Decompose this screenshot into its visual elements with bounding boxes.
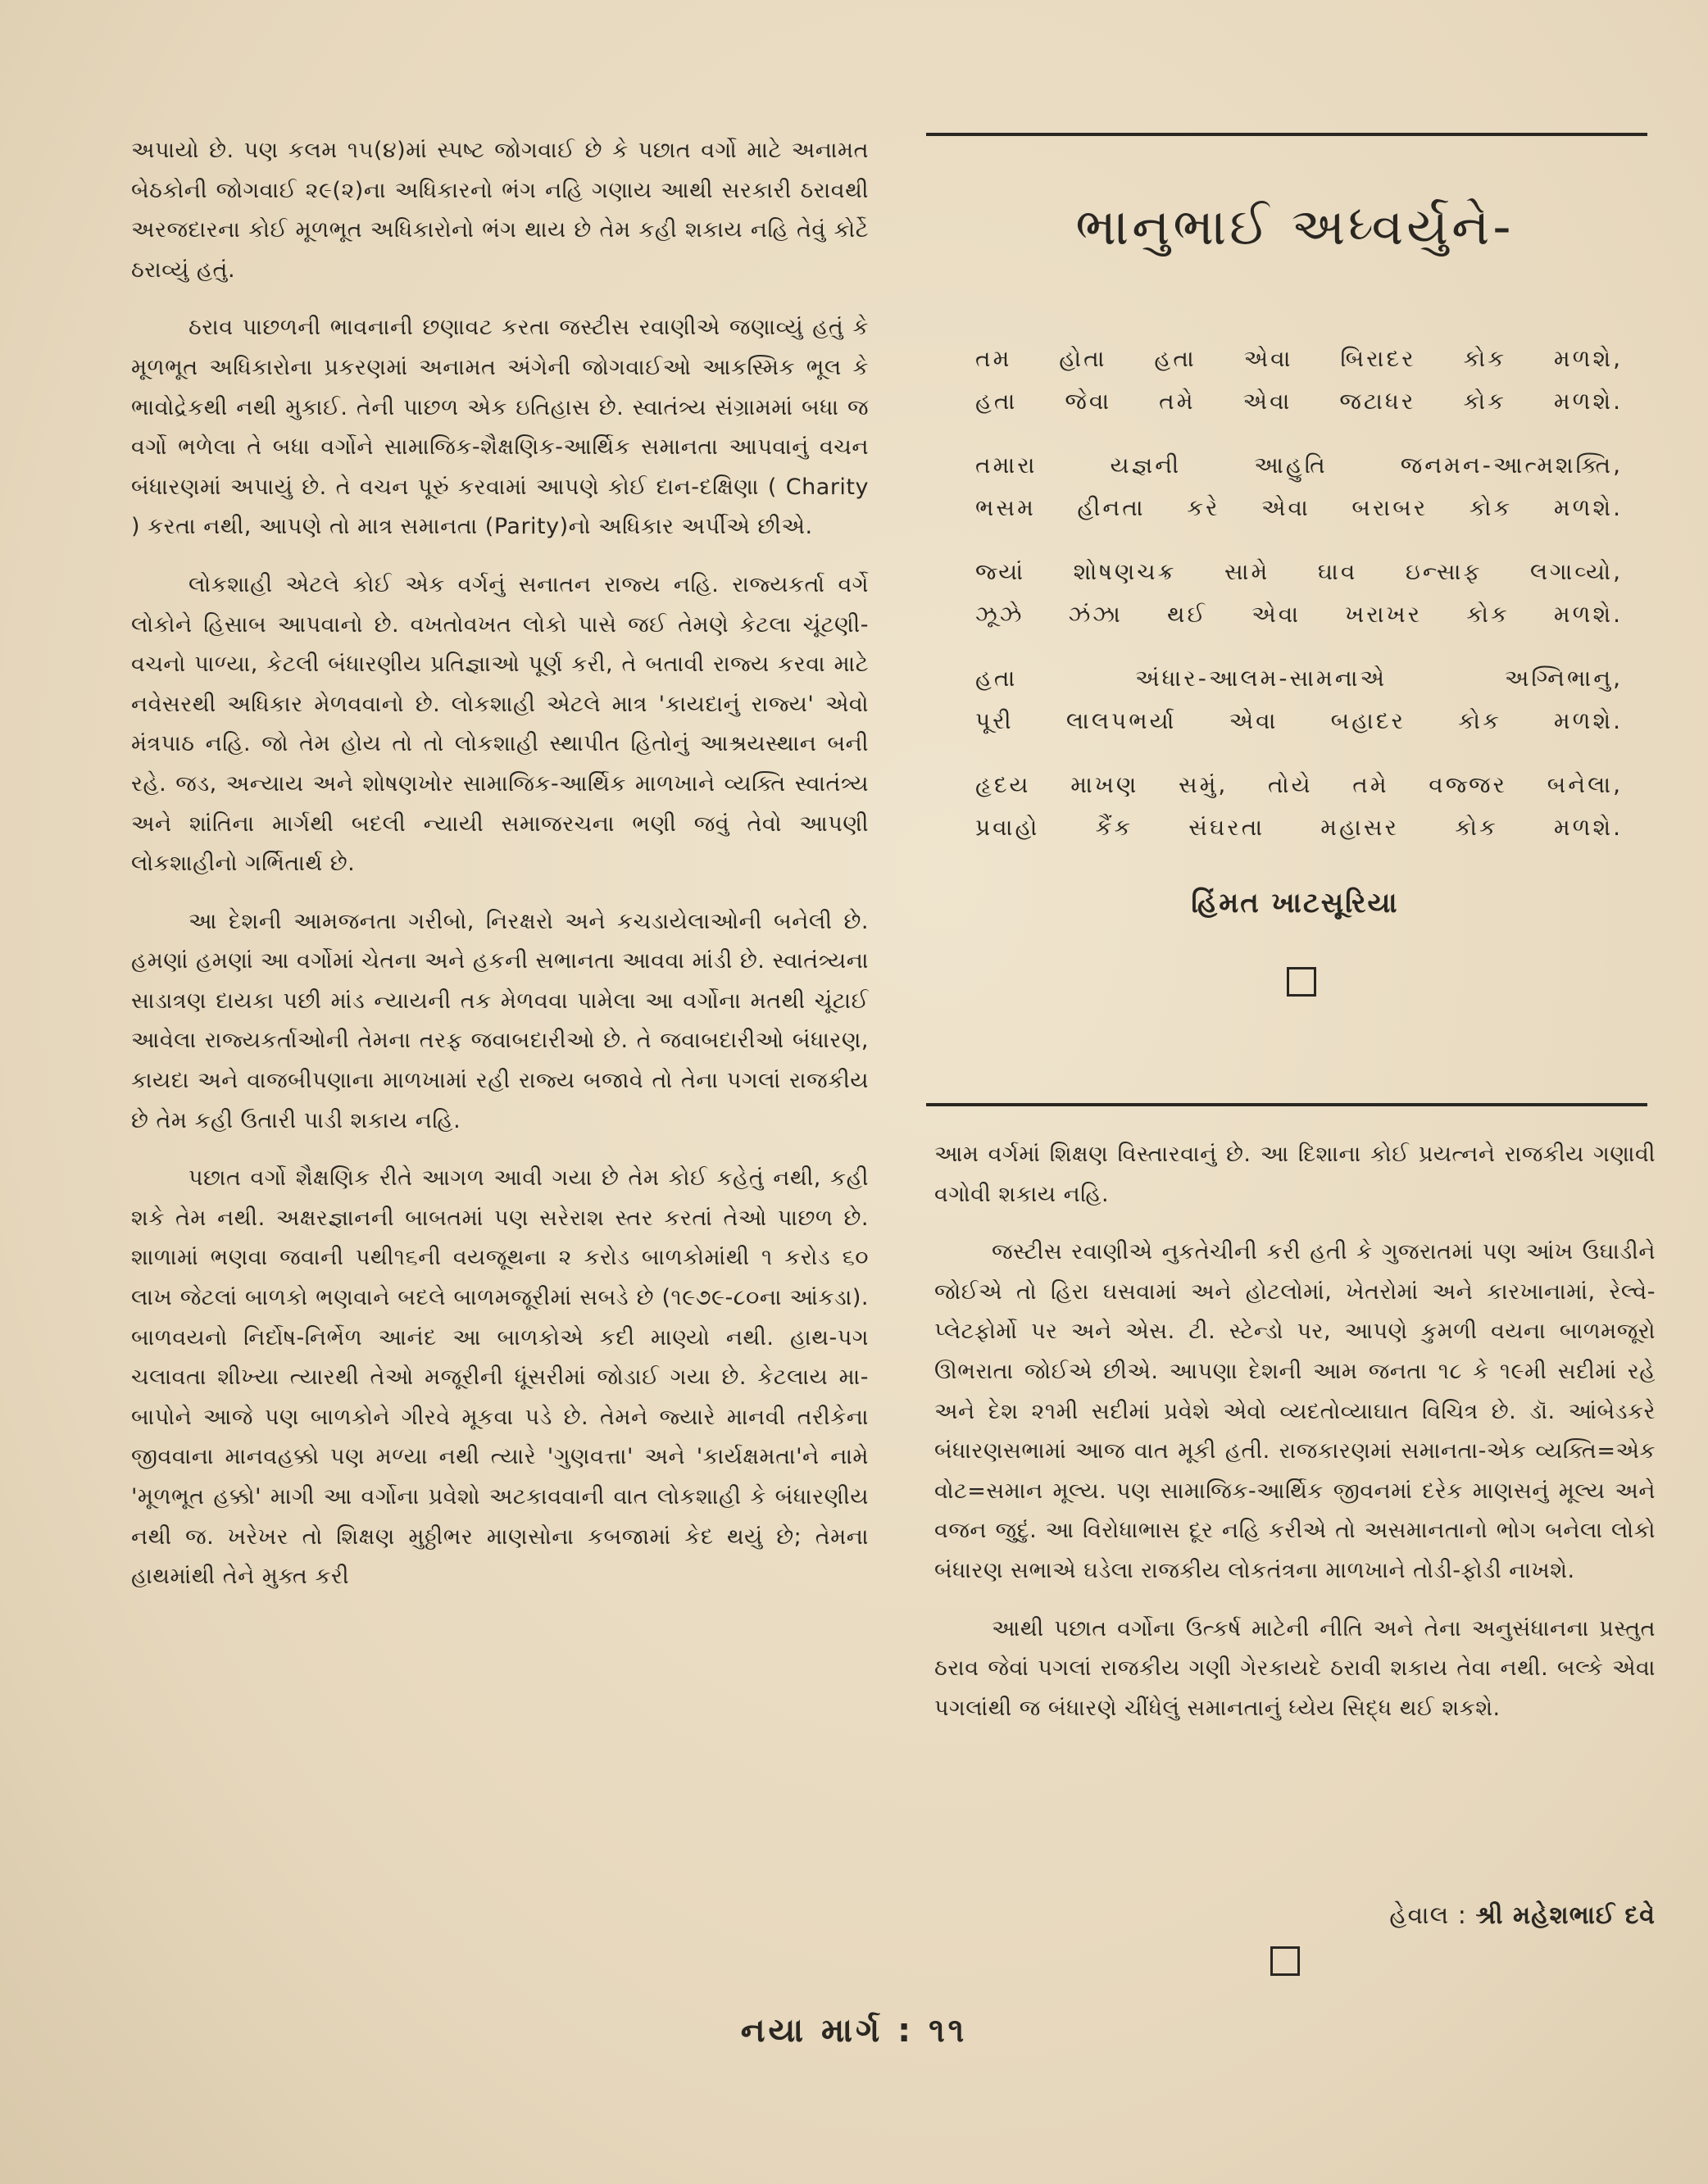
- poem-stanza-1: [975, 338, 1623, 423]
- right-paragraph-1: આમ વર્ગમાં શિક્ષણ વિસ્તારવાનું છે. આ દિશાના કોઈ પ્રયત્નને રાજકીય ગણાવી વગોવી શકાય નહિ.: [934, 1142, 1656, 1207]
- poem-body: [975, 338, 1623, 870]
- report-credit-label: હેવાલ :: [1389, 1901, 1467, 1930]
- poem-stanza-2: [975, 444, 1623, 529]
- poem-line: પૂરી લાલપભર્યા એવા બહાદર કોક મળશે.: [975, 707, 1623, 734]
- right-paragraph-2: જસ્ટીસ રવાણીએ નુકતેચીની કરી હતી કે ગુજરાતમાં પણ આંખ ઉઘાડીને જોઈએ તો હિરા ઘસવામાં અને હોટલોમાં, ખેતરોમાં અને કારખાનામાં, રેલ્વે-પ્લેટફોર્મો પર અને એસ. ટી. સ્ટેન્ડો પર, આપણે કુમળી વયના બાળમજૂરો ઊભરાતા જોઈએ છીએ. આપણા દેશની આમ જનતા ૧૮ કે ૧૯મી સદીમાં રહે અને દેશ ૨૧મી સદીમાં પ્રવેશે એવો વ્યદતોવ્યાઘાત વિચિત્ર છે. ડૉ. આંબેડકરે બંધારણસભામાં આજ વાત મૂકી હતી. રાજકારણમાં સમાનતા-એક વ્યક્તિ=એક વોટ=સમાન મૂલ્ય. પણ સામાજિક-આર્થિક જીવનમાં દરેક માણસનું મૂલ્ય અને વજન જુદું. આ વિરોધાભાસ દૂર નહિ કરીએ તો અસમાનતાનો ભોગ બનેલા લોકો બંધારણ સભાએ ઘડેલા રાજકીય લોકતંત્રના માળખાને તોડી-ફોડી નાખશે.: [934, 1239, 1656, 1583]
- poem-line: પ્રવાહો કૈંક સંઘરતા મહાસર કોક મળશે.: [975, 814, 1623, 841]
- poem-stanza-4: [975, 657, 1623, 742]
- left-column: [131, 131, 869, 1615]
- poem-line: તમારા યજ્ઞની આહુતિ જનમન-આત્મશક્તિ,: [975, 452, 1623, 479]
- report-credit-name: શ્રી મહેશભાઈ દવે: [1475, 1901, 1656, 1930]
- end-mark-icon: [1287, 967, 1316, 997]
- left-paragraph-2: ઠરાવ પાછળની ભાવનાની છણાવટ કરતા જસ્ટીસ રવાણીએ જણાવ્યું હતું કે મૂળભૂત અધિકારોના પ્રકરણમાં અનામત અંગેની જોગવાઈઓ આકસ્મિક ભૂલ કે ભાવોદ્રેકથી નથી મુકાઈ. તેની પાછળ એક ઇતિહાસ છે. સ્વાતંત્ર્ય સંગ્રામમાં બધા જ વર્ગો ભળેલા તે બધા વર્ગોને સામાજિક-શૈક્ષણિક-આર્થિક સમાનતા આપવાનું વચન બંધારણમાં અપાયું છે. તે વચન પૂરું કરવામાં આપણે કોઈ દાન-દક્ષિણા ( Charity ) કરતા નથી, આપણે તો માત્ર સમાનતા (Parity)નો અધિકાર અર્પીએ છીએ.: [131, 315, 869, 540]
- left-paragraph-1: અપાયો છે. પણ કલમ ૧૫(૪)માં સ્પષ્ટ જોગવાઈ છે કે પછાત વર્ગો માટે અનામત બેઠકોની જોગવાઈ ૨૯(૨)ના અધિકારનો ભંગ નહિ ગણાય આથી સરકારી ઠરાવથી અરજદારના કોઈ મૂળભૂત અધિકારોનો ભંગ થાય છે તેમ કહી શકાય નહિ તેવું કોર્ટે ઠરાવ્યું હતું.: [131, 138, 869, 283]
- poem-top-rule: [926, 133, 1647, 136]
- left-paragraph-3: લોકશાહી એટલે કોઈ એક વર્ગનું સનાતન રાજ્ય નહિ. રાજ્યકર્તા વર્ગે લોકોને હિસાબ આપવાનો છે. વખતોવખત લોકો પાસે જઈ તેમણે કેટલા ચૂંટણી-વચનો પાળ્યા, કેટલી બંધારણીય પ્રતિજ્ઞાઓ પૂર્ણ કરી, તે બતાવી રાજ્ય કરવા માટે નવેસરથી અધિકાર મેળવવાનો છે. લોકશાહી એટલે માત્ર 'કાયદાનું રાજ્ય' એવો મંત્રપાઠ નહિ. જો તેમ હોય તો તો લોકશાહી સ્થાપીત હિતોનું આશ્રયસ્થાન બની રહે. જડ, અન્યાય અને શોષણખોર સામાજિક-આર્થિક માળખાને વ્યક્તિ સ્વાતંત્ર્ય અને શાંતિના માર્ગથી બદલી ન્યાયી સમાજરચના ભણી જવું તેવો આપણી લોકશાહીનો ગર્ભિતાર્થ છે.: [131, 571, 869, 877]
- poem-title: ભાનુભાઈ અધ્વર્યુને-: [1075, 197, 1515, 257]
- poem-stanza-5: [975, 764, 1623, 849]
- poem-stanza-3: [975, 551, 1623, 636]
- poem-author: હિંમત ખાટસૂરિયા: [1191, 887, 1399, 919]
- poem-line: હતા અંધાર-આલમ-સામનાએ અગ્નિભાનુ,: [975, 665, 1623, 692]
- section-divider-rule: [926, 1103, 1647, 1106]
- poem-line: હૃદય માખણ સમું, તોયે તમે વજ્જર બનેલા,: [975, 771, 1623, 798]
- right-column: [934, 1135, 1656, 1746]
- poem-line: ઝૂઝે ઝંઝા થઈ એવા ખરાખર કોક મળશે.: [975, 601, 1623, 628]
- page-footer: નયા માર્ગ : ૧૧: [740, 2012, 968, 2050]
- left-paragraph-4: આ દેશની આમજનતા ગરીબો, નિરક્ષરો અને કચડાયેલાઓની બનેલી છે. હમણાં હમણાં આ વર્ગોમાં ચેતના અને હકની સભાનતા આવવા માંડી છે. સ્વાતંત્ર્યના સાડાત્રણ દાયકા પછી માંડ ન્યાયની તક મેળવવા પામેલા આ વર્ગોના મતથી ચૂંટાઈ આવેલા રાજ્યકર્તાઓની તેમના તરફ જવાબદારીઓ છે. તે જવાબદારીઓ બંધારણ, કાયદા અને વાજબીપણાના માળખામાં રહી રાજ્ય બજાવે તો તેના પગલાં રાજકીય છે તેમ કહી ઉતારી પાડી શકાય નહિ.: [131, 908, 869, 1133]
- right-paragraph-3: આથી પછાત વર્ગોના ઉત્કર્ષ માટેની નીતિ અને તેના અનુસંધાનના પ્રસ્તુત ઠરાવ જેવાં પગલાં રાજકીય ગણી ગેરકાયદે ઠરાવી શકાય તેવા નથી. બલ્કે એવા પગલાંથી જ બંધારણે ચીંધેલું સમાનતાનું ધ્યેય સિદ્ધ થઈ શકશે.: [934, 1615, 1656, 1721]
- poem-line: ભસમ હીનતા કરે એવા બરાબર કોક મળશે.: [975, 494, 1623, 521]
- poem-line: હતા જેવા તમે એવા જટાધર કોક મળશે.: [975, 388, 1623, 415]
- end-mark-icon: [1270, 1946, 1300, 1976]
- left-paragraph-5: પછાત વર્ગો શૈક્ષણિક રીતે આગળ આવી ગયા છે તેમ કોઈ કહેતું નથી, કહી શકે તેમ નથી. અક્ષરજ્ઞાનની બાબતમાં પણ સરેરાશ સ્તર કરતાં તેઓ પાછળ છે. શાળામાં ભણવા જવાની પથી૧૬ની વયજૂથના ૨ કરોડ બાળકોમાંથી ૧ કરોડ ૬૦ લાખ જેટલાં બાળકો ભણવાને બદલે બાળમજૂરીમાં સબડે છે (૧૯૭૯-૮૦ના આંકડા). બાળવયનો નિર્દોષ-નિર્ભેળ આનંદ આ બાળકોએ કદી માણ્યો નથી. હાથ-પગ ચલાવતા શીખ્યા ત્યારથી તેઓ મજૂરીની ધૂંસરીમાં જોડાઈ ગયા છે. કેટલાય મા-બાપોને આજે પણ બાળકોને ગીરવે મૂકવા પડે છે. તેમને જ્યારે માનવી તરીકેના જીવવાના માનવહક્કો પણ મળ્યા નથી ત્યારે 'ગુણવત્તા' અને 'કાર્યક્ષમતા'ને નામે 'મૂળભૂત હક્કો' માગી આ વર્ગોના પ્રવેશો અટકાવવાની વાત લોકશાહી કે બંધારણીય નથી જ. ખરેખર તો શિક્ષણ મુઠ્ઠીભર માણસોના કબજામાં કેદ થયું છે; તેમના હાથમાંથી તેને મુક્ત કરી: [131, 1165, 869, 1590]
- poem-line: જ્યાં શોષણચક્ર સામે ઘાવ ઇન્સાફ લગાવ્યો,: [975, 558, 1623, 585]
- poem-line: તમ હોતા હતા એવા બિરાદર કોક મળશે,: [975, 345, 1623, 372]
- report-credit: [934, 1901, 1656, 1930]
